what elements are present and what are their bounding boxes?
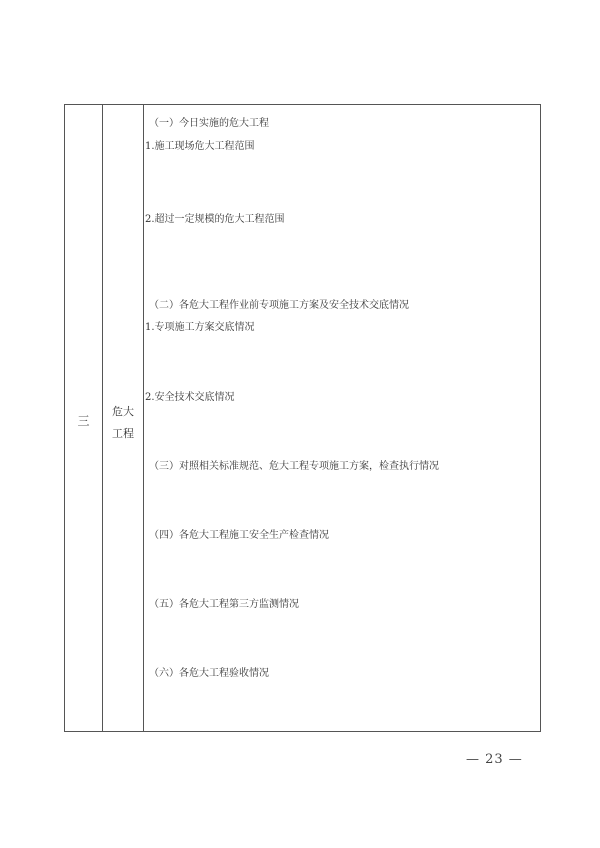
section-title-line: 危大: [112, 405, 134, 418]
row-number-cell: 三: [77, 414, 90, 428]
subsection-heading: （五）各危大工程第三方监测情况: [149, 599, 299, 610]
inspection-form-table: [64, 104, 541, 732]
subsection-heading: （三）对照相关标准规范、危大工程专项施工方案，检查执行情况: [149, 461, 439, 472]
page-number: — 23 —: [466, 752, 523, 767]
list-item: 2.超过一定规模的危大工程范围: [145, 214, 285, 225]
list-item: 2.安全技术交底情况: [145, 392, 235, 403]
list-item: 1.施工现场危大工程范围: [145, 141, 255, 152]
list-item: 1.专项施工方案交底情况: [145, 322, 255, 333]
subsection-heading: （二）各危大工程作业前专项施工方案及安全技术交底情况: [149, 300, 409, 311]
section-title-cell: [103, 401, 143, 445]
content-cell: [144, 105, 540, 731]
subsection-heading: （六）各危大工程验收情况: [149, 668, 269, 679]
section-title-line: 工程: [112, 427, 134, 440]
subsection-heading: （四）各危大工程施工安全生产检查情况: [149, 530, 329, 541]
subsection-heading: （一）今日实施的危大工程: [149, 118, 269, 129]
